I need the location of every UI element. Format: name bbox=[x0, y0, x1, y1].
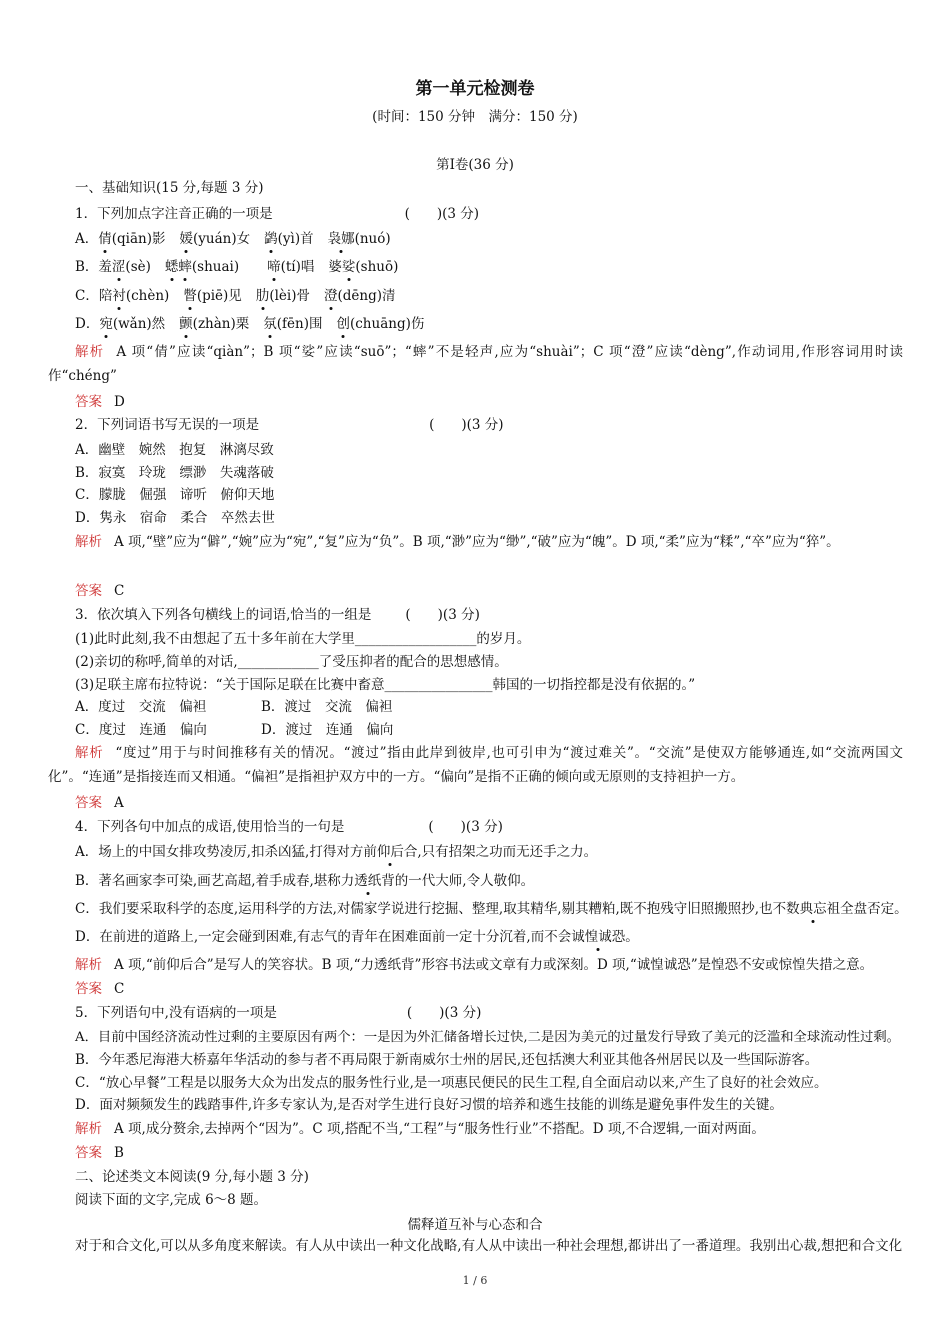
option-d: D．在前进的道路上,一定会碰到困难,有志气的青年在困难面前一定十分沉着,而不会诚惶诚恐。 bbox=[75, 929, 639, 945]
section-heading: 一、基础知识(15 分,每题 3 分) bbox=[75, 180, 264, 196]
question-stem: 3．依次填入下列各句横线上的词语,恰当的一组是 ( )(3 分) bbox=[75, 607, 480, 623]
answer: 答案 C bbox=[75, 981, 125, 997]
sentence-3: (3)足联主席布拉特说：“关于国际足联在比赛中畜意________________韩国的一切指控都是没有依据的。” bbox=[75, 677, 696, 693]
analysis: 解析 A 项“倩”应读“qiàn”；B 项“娑”应读“suō”；“蟀”不是轻声,应为“shuài”；C 项“澄”应读“dèng”,作动词用,作形容词用时读作“chéng” bbox=[48, 344, 904, 384]
option-c: C．我们要采取科学的态度,运用科学的方法,对儒家学说进行挖掘、整理,取其精华,剔其糟粕,既不抱残守旧照搬照抄,也不数典忘祖全盘否定。 bbox=[75, 901, 908, 917]
option-d: D．隽永 宿命 柔合 卒然去世 bbox=[75, 510, 275, 526]
option-c: C．“放心早餐”工程是以服务大众为出发点的服务性行业,是一项惠民便民的民生工程,自全面启动以来,产生了良好的社会效应。 bbox=[75, 1075, 828, 1091]
option-b: B．今年悉尼海港大桥嘉年华活动的参与者不再局限于新南威尔士州的居民,还包括澳大利亚其他各州居民以及一些国际游客。 bbox=[75, 1052, 819, 1068]
analysis: 解析 A 项,“壁”应为“僻”,“婉”应为“宛”,“复”应为“负”。B 项,“渺”应为“缈”,“破”应为“魄”。D 项,“柔”应为“糅”,“卒”应为“猝”。 bbox=[75, 534, 840, 550]
option-a: A．目前中国经济流动性过剩的主要原因有两个：一是因为外汇储备增长过快,二是因为美元的过量发行导致了美元的泛滥和全球流动性过剩。 bbox=[75, 1030, 900, 1045]
option-c: C．度过 连通 偏向 bbox=[75, 722, 207, 738]
option-a: A．度过 交流 偏袒 bbox=[75, 699, 207, 715]
article-paragraph: 对于和合文化,可以从多角度来解读。有人从中读出一种文化战略,有人从中读出一种社会理想,都讲出了一番道理。我别出心裁,想把和合文化 bbox=[75, 1238, 903, 1254]
page-title: 第一单元检测卷 bbox=[415, 79, 535, 99]
part-heading: 第Ⅰ卷(36 分) bbox=[436, 157, 514, 173]
sentence-2: (2)亲切的称呼,简单的对话,____________了受压抑者的配合的思想感情。 bbox=[75, 654, 508, 670]
option-a: A．幽壁 婉然 抱复 淋漓尽致 bbox=[75, 442, 274, 458]
option-d: D．渡过 连通 偏向 bbox=[261, 722, 394, 738]
page-number: 1 / 6 bbox=[462, 1274, 488, 1287]
analysis: 解析 “度过”用于与时间推移有关的情况。“渡过”指由此岸到彼岸,也可引申为“渡过难关”。“交流”是使双方能够通连,如“交流两国文化”。“连通”是指接连而又相通。“偏袒”是指袒护双方中的一方。“偏向”是指不正确的倾向或无原则的支持袒护一方。 bbox=[48, 745, 904, 785]
analysis: 解析 A 项,成分赘余,去掉两个“因为”。C 项,搭配不当,“工程”与“服务性行业”不搭配。D 项,不合逻辑,一面对两面。 bbox=[75, 1121, 765, 1137]
article-title: 儒释道互补与心态和合 bbox=[407, 1217, 543, 1233]
answer: 答案 A bbox=[75, 795, 124, 811]
question-stem: 2．下列词语书写无误的一项是 ( )(3 分) bbox=[75, 417, 504, 433]
analysis: 解析 A 项,“前仰后合”是写人的笑容状。B 项,“力透纸背”形容书法或文章有力或深刻。D 项,“诚惶诚恐”是惶恐不安或惊惶失措之意。 bbox=[75, 957, 874, 973]
sentence-1: (1)此时此刻,我不由想起了五十多年前在大学里__________________的岁月。 bbox=[75, 631, 531, 647]
option-c: C．朦胧 倔强 谛听 俯仰天地 bbox=[75, 487, 275, 503]
answer: 答案 B bbox=[75, 1145, 124, 1161]
question-stem: 1．下列加点字注音正确的一项是 ( )(3 分) bbox=[75, 206, 480, 222]
answer: 答案 C bbox=[75, 583, 125, 599]
answer: 答案 D bbox=[75, 394, 125, 410]
section-heading: 二、论述类文本阅读(9 分,每小题 3 分) bbox=[75, 1169, 309, 1185]
option-b: B．著名画家李可染,画艺高超,着手成春,堪称力透纸背的一代大师,令人敬仰。 bbox=[75, 873, 535, 889]
question-stem: 5．下列语句中,没有语病的一项是 ( )(3 分) bbox=[75, 1005, 482, 1021]
option-c: C．陪衬(chèn) 瞥(piē)见 肋(lèi)骨 澄(dēng)清 bbox=[75, 288, 396, 304]
option-b: B．渡过 交流 偏袒 bbox=[261, 699, 393, 715]
question-stem: 4．下列各句中加点的成语,使用恰当的一句是 ( )(3 分) bbox=[75, 819, 503, 835]
option-a: A．倩(qiān)影 媛(yuán)女 鹢(yì)首 袅娜(nuó) bbox=[75, 231, 391, 247]
option-d: D．面对频频发生的践踏事件,许多专家认为,是否对学生进行良好习惯的培养和逃生技能的训练是避免事件发生的关键。 bbox=[75, 1097, 783, 1113]
option-b: B．羞涩(sè) 蟋蟀(shuai) 啼(tí)唱 婆娑(shuō) bbox=[75, 259, 399, 275]
option-b: B．寂寞 玲珑 缥渺 失魂落破 bbox=[75, 465, 274, 481]
option-d: D．宛(wǎn)然 颤(zhàn)栗 氛(fēn)围 创(chuāng)伤 bbox=[75, 316, 425, 332]
exam-time-info: (时间：150 分钟 满分：150 分) bbox=[372, 109, 578, 125]
reading-instruction: 阅读下面的文字,完成 6～8 题。 bbox=[75, 1192, 268, 1208]
option-a: A．场上的中国女排攻势凌厉,扣杀凶猛,打得对方前仰后合,只有招架之功而无还手之力。 bbox=[75, 844, 598, 860]
